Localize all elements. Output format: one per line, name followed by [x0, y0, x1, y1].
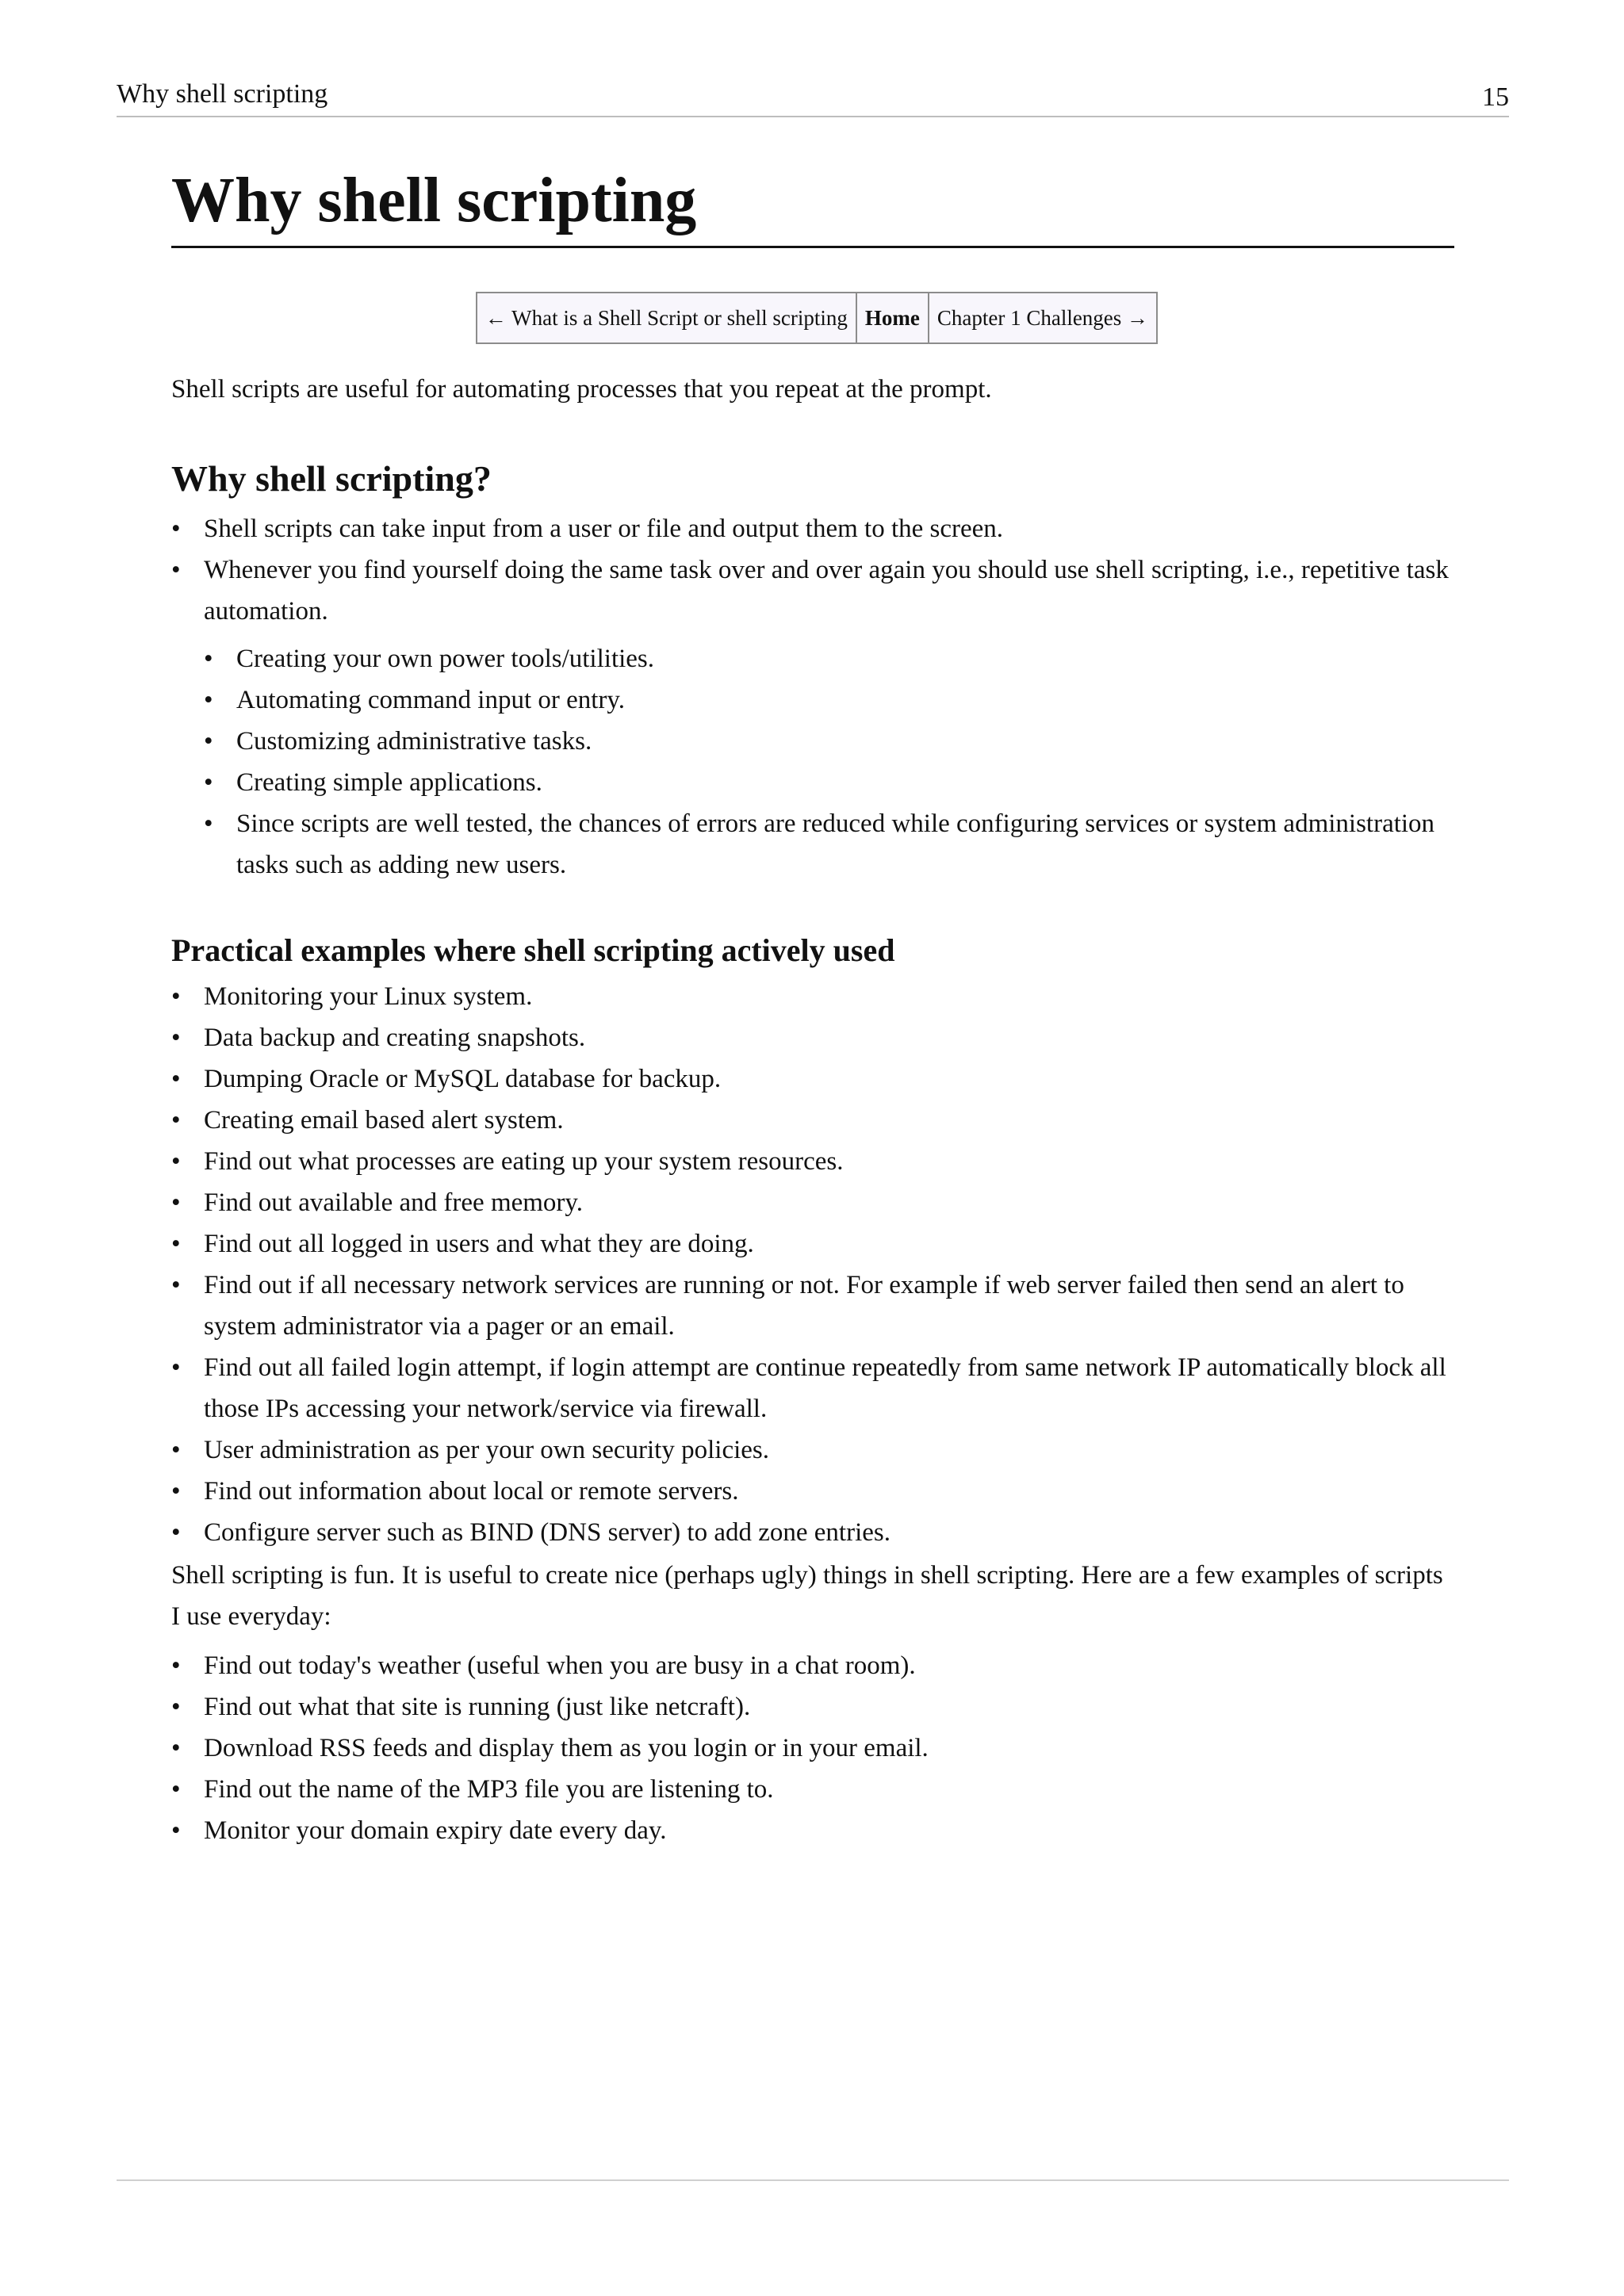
- next-page-link[interactable]: Chapter 1 Challenges →: [929, 293, 1157, 343]
- list-item: • Monitor your domain expiry date every day.: [171, 1810, 1454, 1851]
- list-item: • Find out information about local or remote servers.: [171, 1471, 1454, 1512]
- list-item: • Creating email based alert system.: [171, 1100, 1454, 1141]
- list-item: • Shell scripts can take input from a user or file and output them to the screen.: [171, 508, 1454, 549]
- list-item: • User administration as per your own security policies.: [171, 1429, 1454, 1471]
- section-heading-why: Why shell scripting?: [171, 458, 492, 499]
- why-list: [171, 508, 1454, 632]
- list-item: • Monitoring your Linux system.: [171, 976, 1454, 1017]
- list-item: • Find out if all necessary network services are running or not. For example if web server failed then send an alert to system administrator via a pager or an email.: [171, 1265, 1454, 1347]
- list-item: • Find out what that site is running (just like netcraft).: [171, 1686, 1454, 1728]
- list-item: • Since scripts are well tested, the chances of errors are reduced while configuring services or system administration tasks such as adding new users.: [204, 803, 1454, 886]
- chapter-navigation: [171, 292, 1454, 346]
- running-title: Why shell scripting: [117, 79, 328, 109]
- section-heading-practical: Practical examples where shell scripting actively used: [171, 932, 895, 968]
- list-item: • Configure server such as BIND (DNS server) to add zone entries.: [171, 1512, 1454, 1553]
- intro-paragraph: Shell scripts are useful for automating processes that you repeat at the prompt.: [171, 375, 992, 404]
- list-item: • Customizing administrative tasks.: [204, 721, 1454, 762]
- list-item: • Find out the name of the MP3 file you are listening to.: [171, 1769, 1454, 1810]
- home-link[interactable]: Home: [856, 293, 929, 343]
- page-content: [171, 159, 1454, 1851]
- everyday-scripts-list: [171, 1645, 1454, 1851]
- list-item: • Find out all logged in users and what they are doing.: [171, 1223, 1454, 1265]
- fun-paragraph: Shell scripting is fun. It is useful to create nice (perhaps ugly) things in shell scripting. Here are a few examples of scripts I use everyday:: [171, 1561, 1443, 1631]
- practical-examples-list: [171, 976, 1454, 1553]
- list-item: • Find out today's weather (useful when you are busy in a chat room).: [171, 1645, 1454, 1686]
- page-number: 15: [1482, 82, 1509, 112]
- footer-rule: [117, 2179, 1509, 2181]
- list-item: • Creating simple applications.: [204, 762, 1454, 803]
- navigation-table: [476, 292, 1158, 344]
- prev-page-link[interactable]: ← What is a Shell Script or shell scripting: [477, 293, 856, 343]
- list-item: • Find out all failed login attempt, if login attempt are continue repeatedly from same network IP automatically block all those IPs accessing your network/service via firewall.: [171, 1347, 1454, 1429]
- list-item: • Find out available and free memory.: [171, 1182, 1454, 1223]
- list-item: • Whenever you find yourself doing the same task over and over again you should use shell scripting, i.e., repetitive task automation.: [171, 549, 1454, 632]
- page-title: Why shell scripting: [171, 159, 1454, 248]
- list-item: • Creating your own power tools/utilities.: [204, 638, 1454, 679]
- list-item: • Dumping Oracle or MySQL database for backup.: [171, 1058, 1454, 1100]
- list-item: • Automating command input or entry.: [204, 679, 1454, 721]
- running-header: [117, 79, 1509, 117]
- list-item: • Data backup and creating snapshots.: [171, 1017, 1454, 1058]
- list-item: • Download RSS feeds and display them as you login or in your email.: [171, 1728, 1454, 1769]
- list-item: • Find out what processes are eating up your system resources.: [171, 1141, 1454, 1182]
- why-sub-list: [204, 638, 1454, 886]
